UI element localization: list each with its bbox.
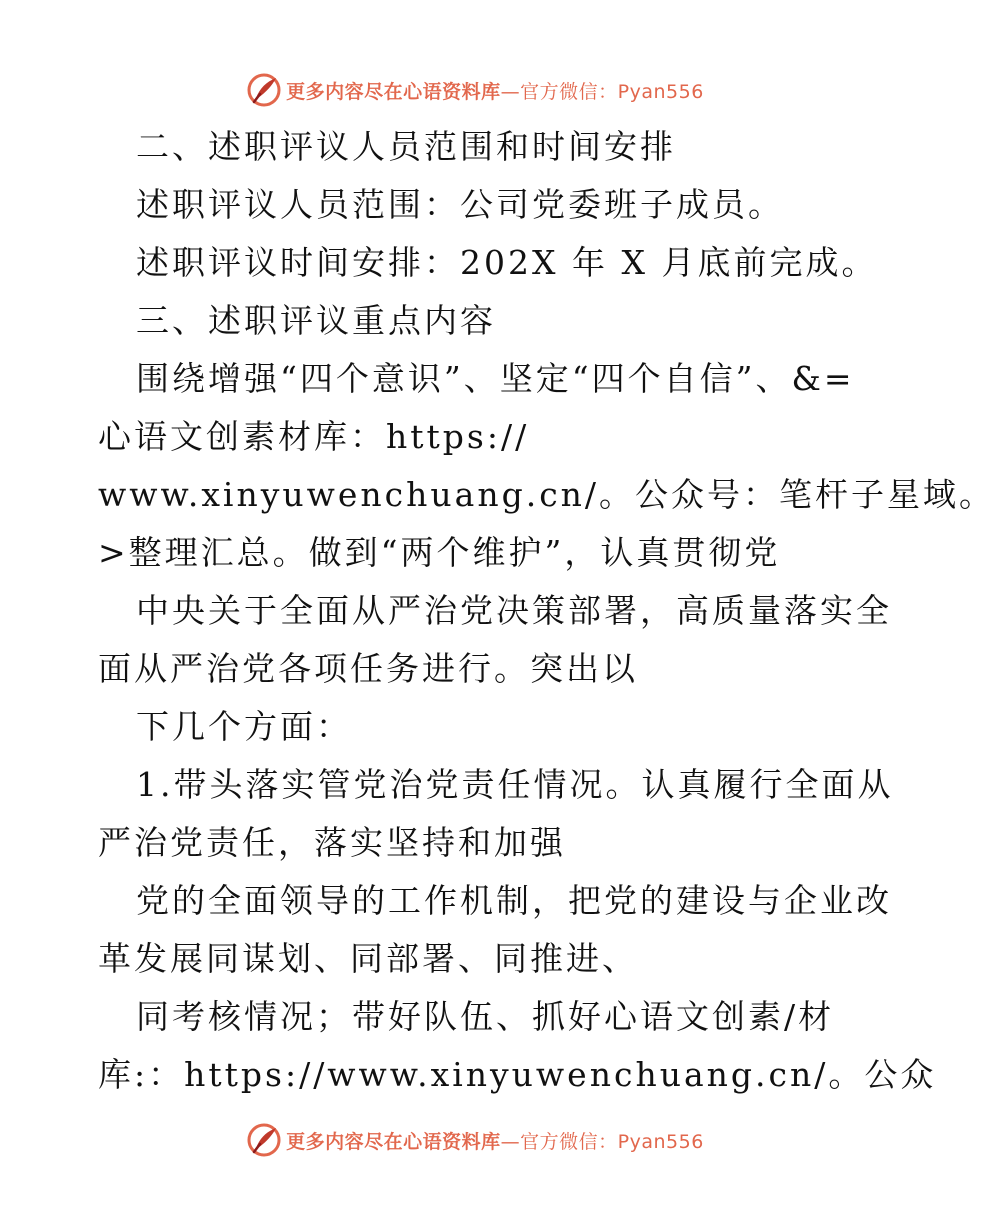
watermark-dash: — [500,1130,521,1153]
paragraph-line: 心语文创素材库：https:// [98,417,530,456]
paragraph-line: 下几个方面： [136,707,352,746]
watermark-dash: — [500,80,521,103]
section-heading: 三、述职评议重点内容 [136,301,496,340]
paragraph-line: 同考核情况；带好队伍、抓好心语文创素/材 [136,997,835,1036]
header-watermark-banner [0,68,950,112]
section-heading: 二、述职评议人员范围和时间安排 [136,127,676,166]
paragraph-line: 述职评议时间安排：202X 年 X 月底前完成。 [136,243,878,282]
paragraph-line: 述职评议人员范围：公司党委班子成员。 [136,185,784,224]
watermark-main-text: 更多内容尽在心语资料库 [286,1130,501,1153]
paragraph-line: 中央关于全面从严治党决策部署，高质量落实全 [136,591,892,630]
paragraph-line: 革发展同谋划、同部署、同推进、 [98,939,638,978]
watermark-wechat-text: 官方微信：Pyan556 [520,1130,704,1153]
footer-watermark-text [286,1127,704,1154]
watermark-main-text: 更多内容尽在心语资料库 [286,80,501,103]
document-body [98,118,995,1104]
paragraph-line: 围绕增强“四个意识”、坚定“四个自信”、&= [136,359,855,398]
paragraph-line: 面从严治党各项任务进行。突出以 [98,649,638,688]
paragraph-line: 库:：https://www.xinyuwenchuang.cn/。公众 [98,1055,937,1094]
paragraph-line: 严治党责任，落实坚持和加强 [98,823,566,862]
paragraph-line: 党的全面领导的工作机制，把党的建设与企业改 [136,881,892,920]
feather-pen-logo-icon [246,1122,282,1158]
paragraph-line: www.xinyuwenchuang.cn/。公众号：笔杆子星域。 [98,475,995,514]
list-item-line: 1.带头落实管党治党责任情况。认真履行全面从 [136,765,894,804]
paragraph-line: >整理汇总。做到“两个维护”，认真贯彻党 [98,533,781,572]
header-watermark-text [286,77,704,104]
footer-watermark-banner [0,1118,950,1162]
feather-pen-logo-icon [246,72,282,108]
watermark-wechat-text: 官方微信：Pyan556 [520,80,704,103]
